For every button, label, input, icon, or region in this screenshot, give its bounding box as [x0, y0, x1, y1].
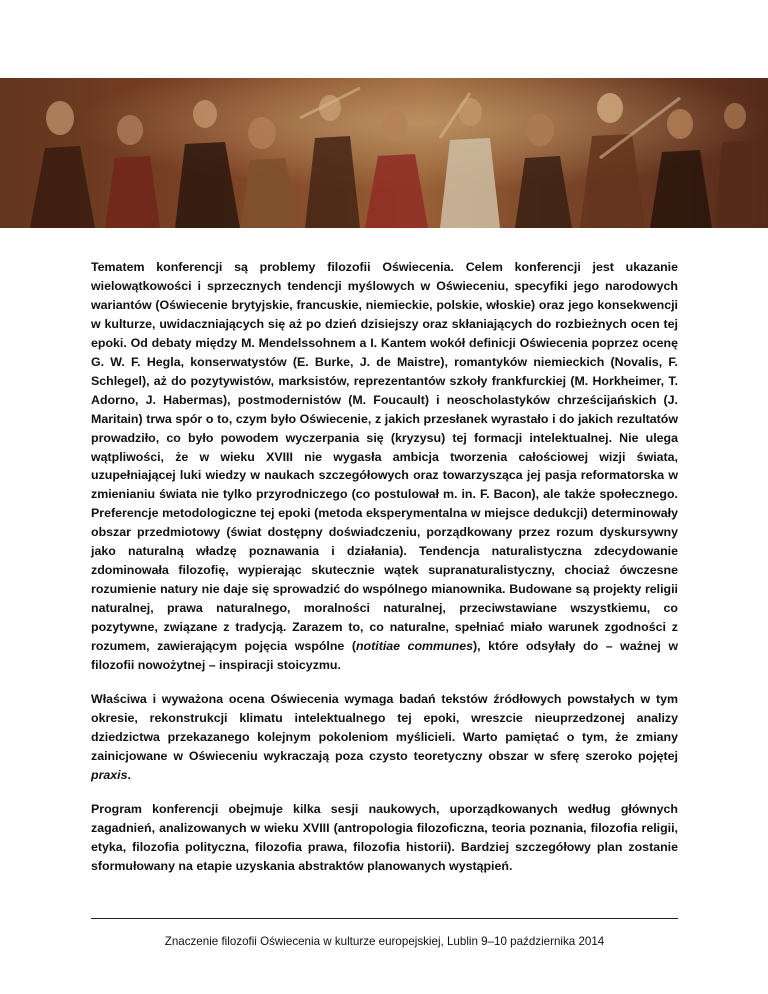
paragraph-1: Tematem konferencji są problemy filozofii Oświecenia. Celem konferencji jest ukazanie wielowątkowości i sprzecznych tendencji myślowych w Oświeceniu, specyfiki jego narodowych wariantów (Oświecenie brytyjskie, francuskie, niemieckie, polskie, włoskie) oraz jego konsekwencji w kulturze, uwidaczniających się aż po dzień dzisiejszy oraz skłaniających do rozbieżnych ocen tej epoki. Od debaty między M. Mendelssohnem a I. Kantem wokół definicji Oświecenia poprzez ocenę G. W. F. Hegla, konserwatystów (E. Burke, J. de Maistre), romantyków niemieckich (Novalis, F. Schlegel), aż do pozytywistów, marksistów, reprezentantów szkoły frankfurckiej (M. Horkheimer, T. Adorno, J. Habermas), postmodernistów (M. Foucault) i neoscholastyków chrześcijańskich (J. Maritain) trwa spór o to, czym było Oświecenie, z jakich przesłanek wyrastało i do jakich rezultatów prowadziło, co było powodem wyczerpania się (kryzysu) tej formacji intelektualnej. Nie ulega wątpliwości, że w wieku XVIII nie wygasła ambicja tworzenia całościowej wizji świata, uzupełniającej luki wiedzy w naukach szczegółowych oraz towarzysząca jej pasja reformatorska w zmienianiu świata nie tylko przyrodniczego (co postulował m. in. F. Bacon), ale także społecznego. Preferencje metodologiczne tej epoki (metoda eksperymentalna w miejsce dedukcji) determinowały obszar przedmiotowy (świat dostępny doświadczeniu, porządkowany przez rozum dyskursywny jako naturalną władzę poznawania i działania). Tendencja naturalistyczna zdecydowanie zdominowała filozofię, wypierając skutecznie wątek supranaturalistyczny, chociaż ówczesne rozumienie natury nie daje się sprowadzić do wspólnego mianownika. Budowane są projekty religii naturalnej, prawa naturalnego, moralności naturalnej, przeciwstawiane wszystkiemu, co pozytywne, związane z tradycją. Zarazem to, co naturalne, spełniać miało warunek zgodności z rozumem, zawierającym pojęcia wspólne (notitiae communes), które odsyłały do – ważnej w filozofii nowożytnej – inspiracji stoicyzmu.	[91, 260, 678, 673]
paragraph-2: Właściwa i wyważona ocena Oświecenia wymaga badań tekstów źródłowych powstałych w tym okresie, rekonstrukcji klimatu intelektualnego tej epoki, wreszcie nieuprzedzonej analizy dziedzictwa przekazanego kolejnym pokoleniom myślicieli. Warto pamiętać o tym, że zmiany zainicjowane w Oświeceniu wykraczają poza czysto teoretyczny obszar w sferę szeroko pojętej praxis.	[91, 691, 678, 782]
footer-divider	[91, 918, 678, 919]
banner-painting	[0, 78, 768, 228]
page-footer: Znaczenie filozofii Oświecenia w kulturze europejskiej, Lublin 9–10 października 2014	[164, 935, 605, 948]
document-body	[91, 258, 678, 891]
painting-image	[0, 78, 768, 228]
paragraph-3: Program konferencji obejmuje kilka sesji naukowych, uporządkowanych według głównych zagadnień, analizowanych w wieku XVIII (antropologia filozoficzna, teoria poznania, filozofia religii, etyka, filozofia polityczna, filozofia prawa, filozofia historii). Bardziej szczegółowy plan zostanie sformułowany na etapie uzyskania abstraktów planowanych wystąpień.	[91, 801, 678, 873]
